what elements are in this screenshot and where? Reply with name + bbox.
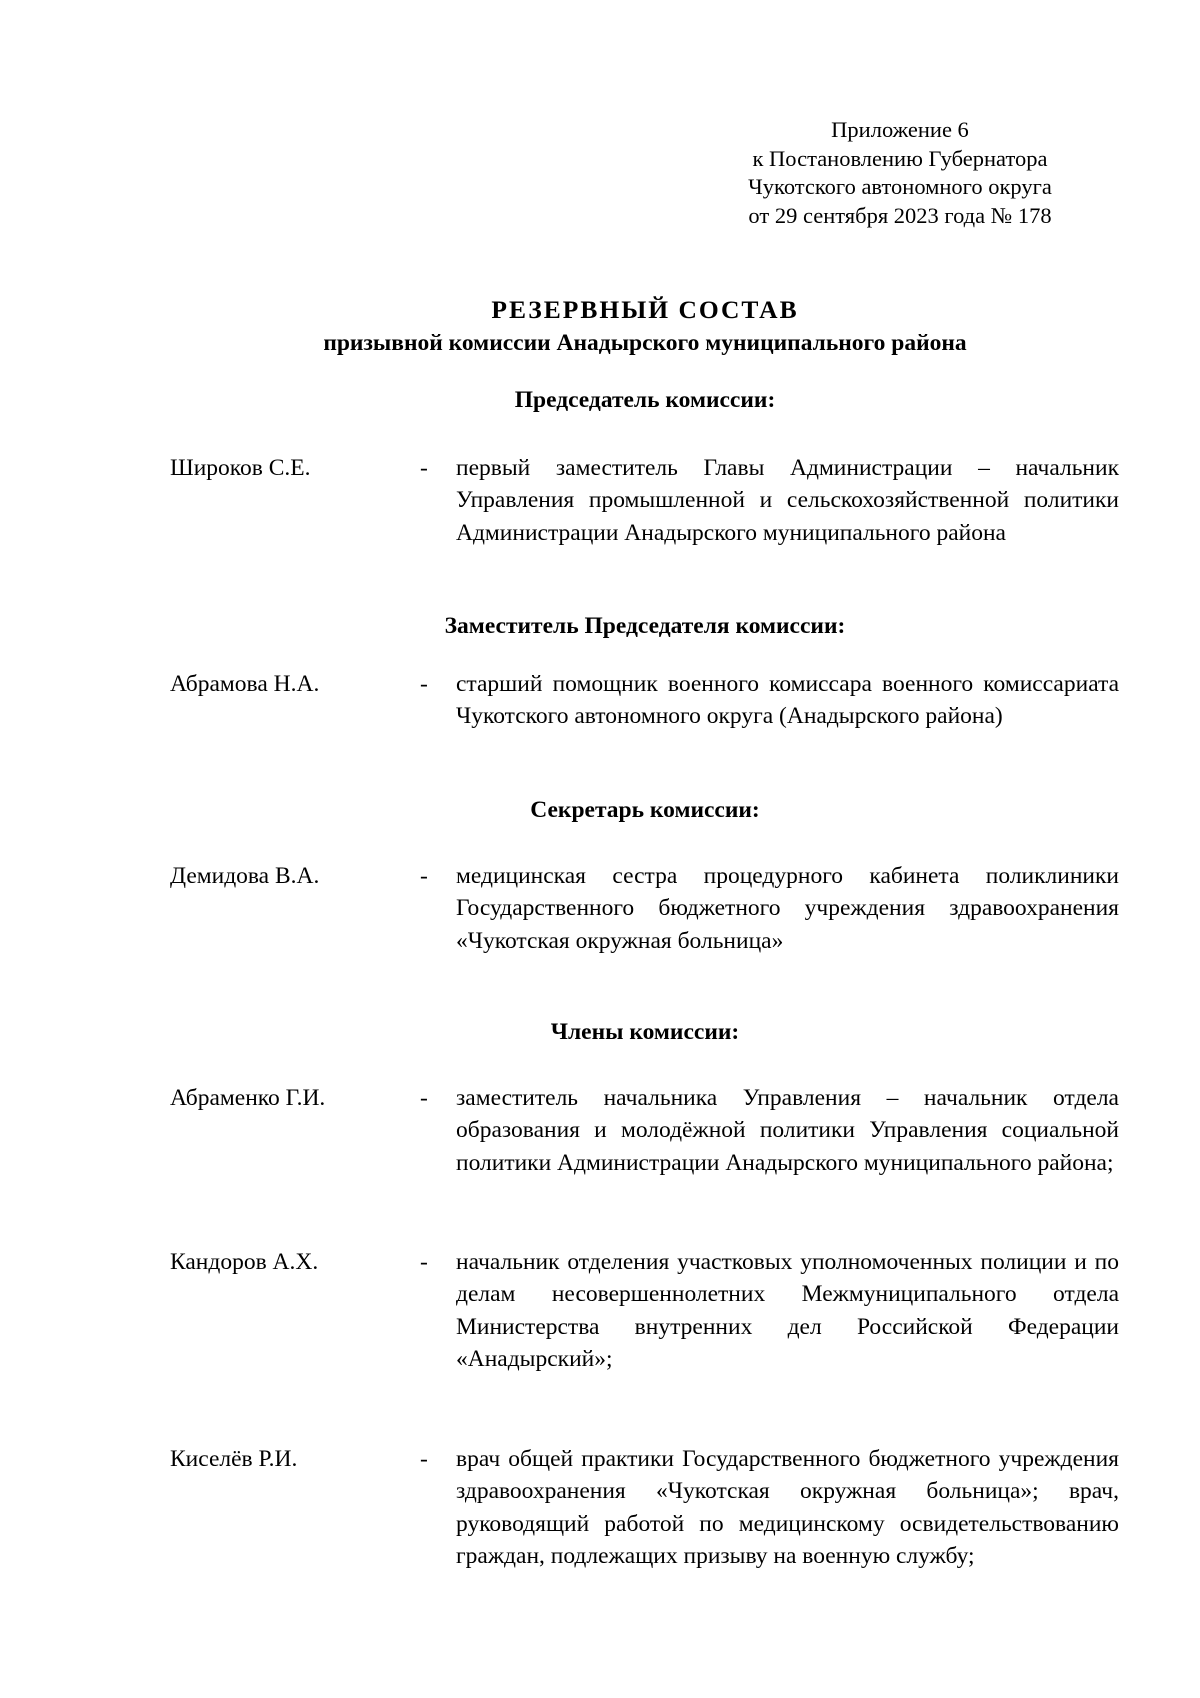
member-dash: - <box>420 1085 428 1111</box>
section-heading-secretary: Секретарь комиссии: <box>530 797 760 823</box>
member-dash: - <box>420 455 428 481</box>
member-dash: - <box>420 671 428 697</box>
member-description: медицинская сестра процедурного кабинета поликлиники Государственного бюджетного учреждения здравоохранения «Чукотская окружная больница» <box>456 863 1119 954</box>
appendix-line-2: к Постановлению Губернатора <box>752 145 1048 171</box>
member-name: Широков С.Е. <box>170 455 311 481</box>
member-dash: - <box>420 1446 428 1472</box>
member-name: Абраменко Г.И. <box>170 1085 326 1111</box>
appendix-line-3: Чукотского автономного округа <box>748 174 1052 199</box>
section-heading-chairman: Председатель комиссии: <box>514 387 776 413</box>
appendix-block <box>735 116 1065 230</box>
member-description: заместитель начальника Управления – начальник отдела образования и молодёжной политики Управления социальной политики Администрации Анадырского муниципального района; <box>456 1085 1119 1176</box>
member-dash: - <box>420 1249 428 1275</box>
member-name: Кандоров А.Х. <box>170 1249 319 1275</box>
member-name: Демидова В.А. <box>170 863 320 889</box>
member-description: первый заместитель Главы Администрации – начальник Управления промышленной и сельскохозяйственной политики Администрации Анадырского муниципального района <box>456 455 1119 546</box>
appendix-line-4: от 29 сентября 2023 года № 178 <box>748 202 1052 228</box>
member-description: начальник отделения участковых уполномоченных полиции и по делам несовершеннолетних Межмуниципального отдела Министерства внутренних дел Российской Федерации «Анадырский»; <box>456 1249 1119 1372</box>
document-title: РЕЗЕРВНЫЙ СОСТАВ <box>491 295 799 324</box>
member-dash: - <box>420 863 428 889</box>
section-heading-members: Члены комиссии: <box>550 1019 740 1045</box>
member-description: старший помощник военного комиссара военного комиссариата Чукотского автономного округа (Анадырского района) <box>456 671 1119 730</box>
member-name: Абрамова Н.А. <box>170 671 320 697</box>
member-name: Киселёв Р.И. <box>170 1446 298 1472</box>
document-subtitle: призывной комиссии Анадырского муниципального района <box>323 330 967 356</box>
section-heading-deputy: Заместитель Председателя комиссии: <box>444 613 846 639</box>
appendix-line-1: Приложение 6 <box>831 117 969 142</box>
member-description: врач общей практики Государственного бюджетного учреждения здравоохранения «Чукотская окружная больница»; врач, руководящий работой по медицинскому освидетельствованию граждан, подлежащих призыву на военную службу; <box>456 1446 1119 1569</box>
